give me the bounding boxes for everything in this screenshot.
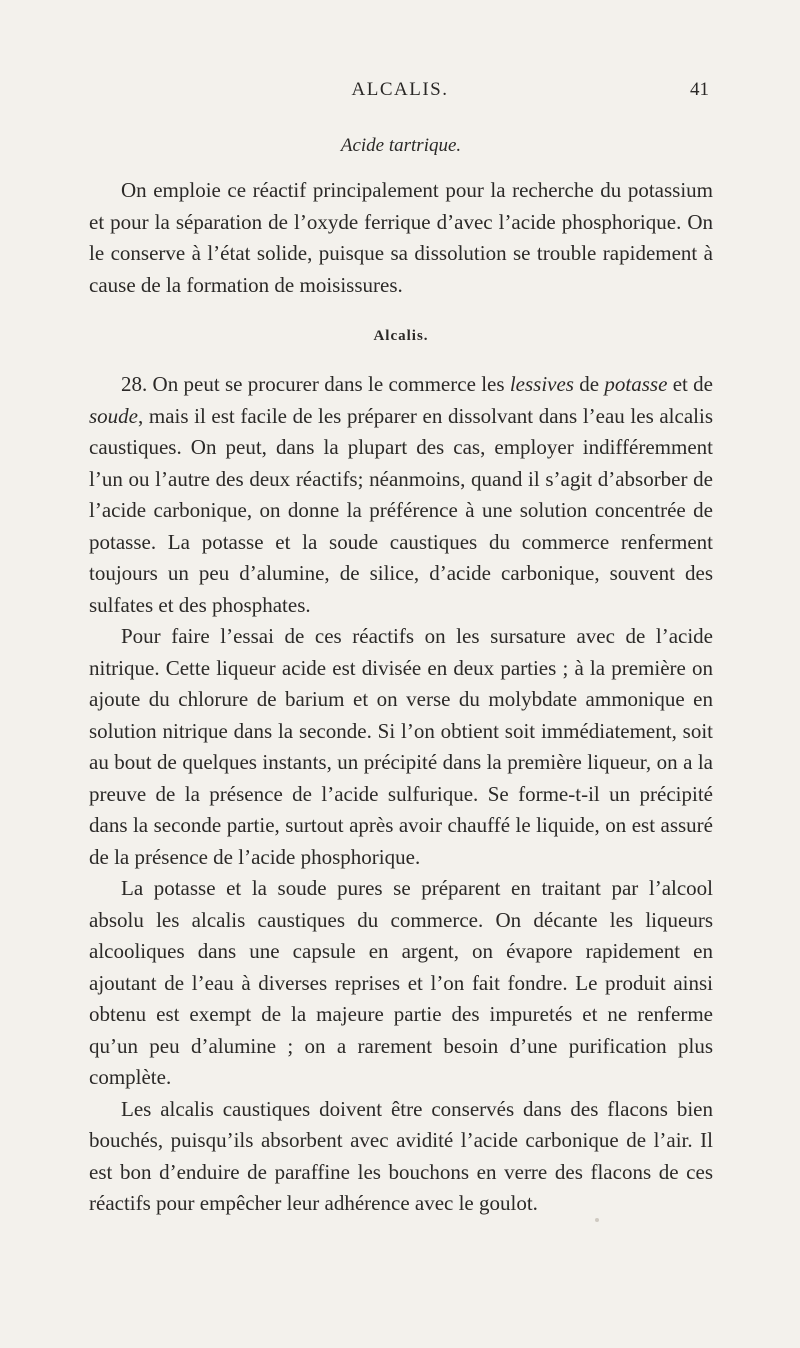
paragraph-28-text-c: et de [667,372,714,396]
running-head [0,79,800,105]
paragraph-28-text-a: 28. On peut se procurer dans le commerce les [121,372,510,396]
body-text [89,135,713,1220]
ink-speck [595,1218,599,1222]
paragraph-28-italic-potasse: potasse [604,372,668,396]
paragraph-28-italic-lessives: lessives [509,372,574,396]
page-number: 41 [690,79,709,100]
paragraph-28-text-d: , mais il est facile de les préparer en dissolvant dans l’eau les alcalis caustiques. On peut, dans la plupart des cas, employer indifféremment l’un ou l’autre des deux réactifs; néanmoins, quand il s’agit d’absorber de l’acide carbonique, on donne la préférence à une solution concentrée de potasse. La potasse et la soude caustiques du commerce renferment toujours un peu d’alumine, de silice, d’acide carbonique, souvent des sulfates et des phosphates. [89,403,713,617]
paragraph-conservation: Les alcalis caustiques doivent être conservés dans des flacons bien bouchés, puisqu’ils absorbent avec avidité l’acide carbonique de l’air. Il est bon d’enduire de paraffine les bouchons en verre des flacons de ces réactifs pour empêcher leur adhérence avec le goulot. [89,1096,713,1215]
running-head-title: ALCALIS. [351,79,449,100]
section-heading-alcalis: Alcalis. [373,328,429,344]
paragraph-28-italic-soude: soude [89,403,138,428]
paragraph-preparation: La potasse et la soude pures se préparent en traitant par l’alcool absolu les alcalis caustiques du commerce. On décante les liqueurs alcooliques dans une capsule en argent, on évapore rapidement en ajoutant de l’eau à diverses reprises et l’on fait fondre. Le produit ainsi obtenu est exempt de la majeure partie des impuretés et ne renferme qu’un peu d’alumine ; on a rarement besoin d’une purification plus complète. [89,876,713,1089]
paragraph-28 [89,369,713,621]
paragraph-essai: Pour faire l’essai de ces réactifs on les sursature avec de l’acide nitrique. Cette liqueur acide est divisée en deux parties ; à la première on ajoute du chlorure de barium et on verse du molybdate ammonique en solution nitrique dans la seconde. Si l’on obtient soit immédiatement, soit au bout de quelques instants, un précipité dans la première liqueur, on a la preuve de la présence de l’acide sulfurique. Se forme-t-il un précipité dans la seconde partie, surtout après avoir chauffé le liquide, on est assuré de la présence de l’acide phosphorique. [89,624,713,869]
paragraph-28-text-b: de [573,372,605,396]
section-heading-acide-tartrique: Acide tartrique. [340,135,462,156]
paragraph-acide-tartrique: On emploie ce réactif principalement pour la recherche du potassium et pour la séparation de l’oxyde ferrique d’avec l’acide phosphorique. On le conserve à l’état solide, puisque sa dissolution se trouble rapidement à cause de la formation de moisissures. [89,178,713,297]
